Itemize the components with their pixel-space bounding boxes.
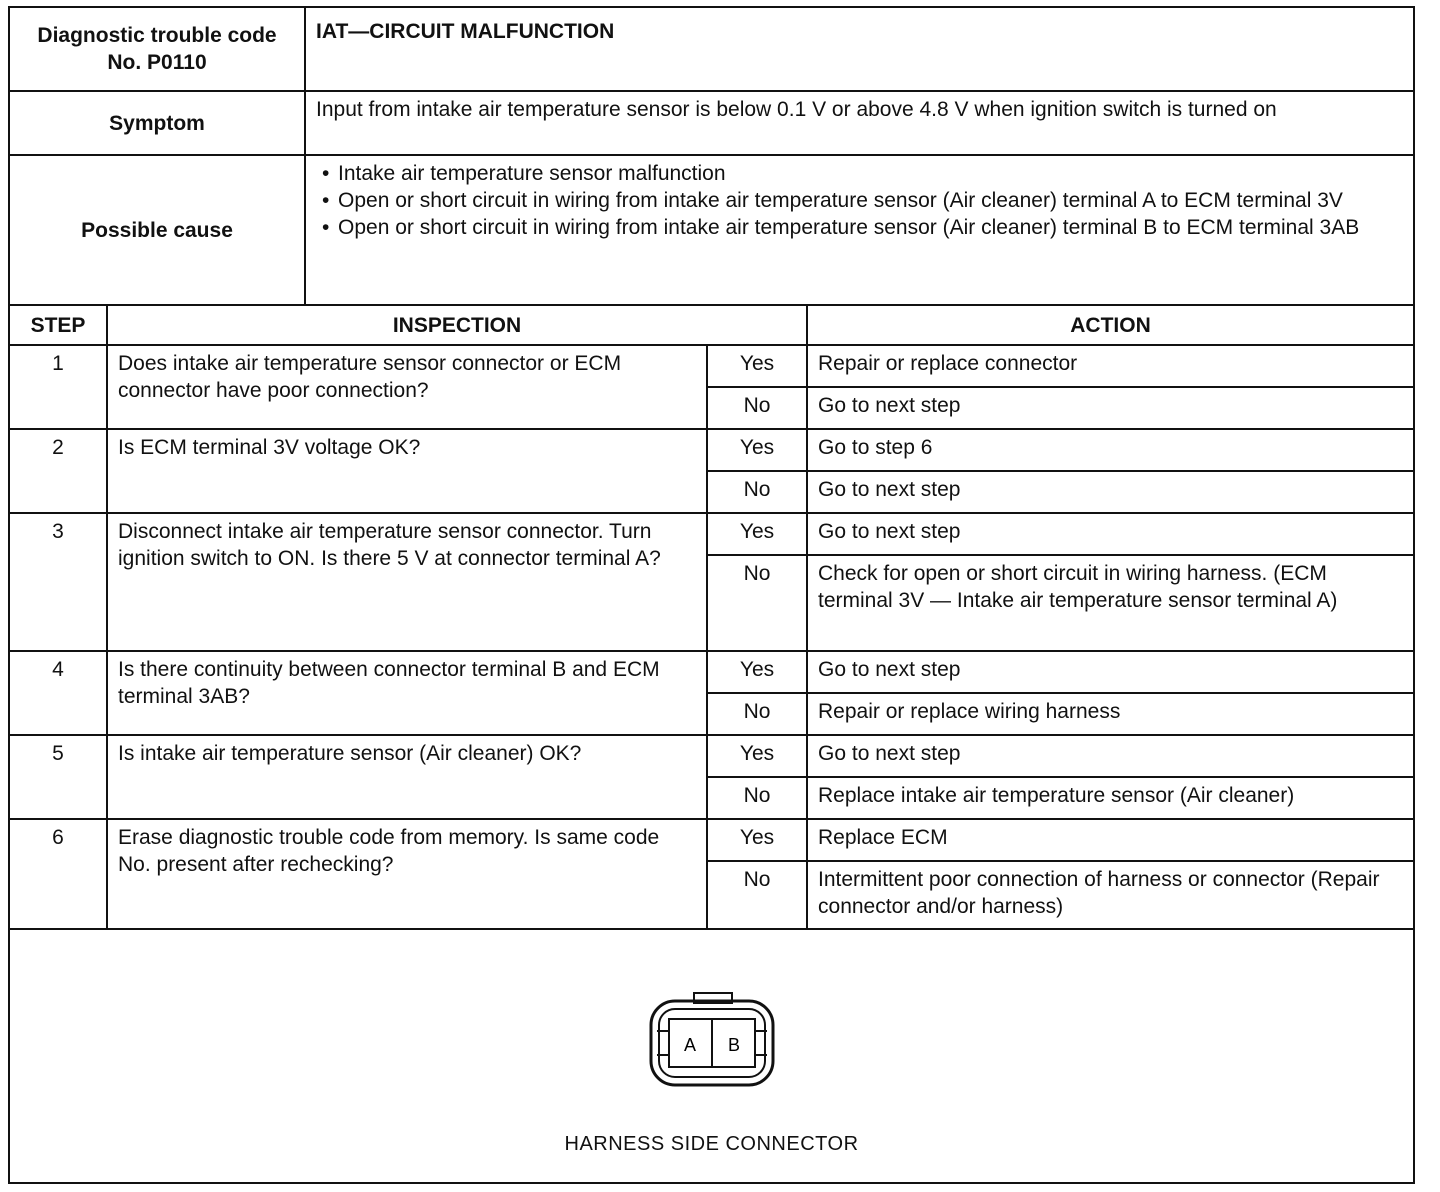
yes-action: Repair or replace connector	[807, 345, 1414, 387]
diagnostic-table	[8, 6, 1415, 1184]
column-header-step: STEP	[9, 305, 107, 345]
no-label: No	[707, 555, 807, 651]
step-number: 4	[9, 651, 107, 735]
table-row	[9, 345, 1414, 387]
terminal-b-label: B	[727, 1035, 740, 1055]
cause-item: • Intake air temperature sensor malfunction	[338, 160, 1403, 187]
symptom-row	[9, 91, 1414, 155]
yes-action: Replace ECM	[807, 819, 1414, 861]
table-row	[9, 429, 1414, 471]
dtc-label: Diagnostic trouble code No. P0110	[9, 7, 305, 91]
step-number: 3	[9, 513, 107, 651]
no-label: No	[707, 693, 807, 735]
step-number: 5	[9, 735, 107, 819]
table-row	[9, 735, 1414, 777]
no-action: Check for open or short circuit in wiring harness. (ECM terminal 3V — Intake air temperature sensor terminal A)	[807, 555, 1414, 651]
step-inspection: Disconnect intake air temperature sensor connector. Turn ignition switch to ON. Is there 5 V at connector terminal A?	[107, 513, 707, 651]
no-action: Go to next step	[807, 387, 1414, 429]
yes-label: Yes	[707, 513, 807, 555]
table-row	[9, 513, 1414, 555]
column-header-action: ACTION	[807, 305, 1414, 345]
yes-action: Go to next step	[807, 513, 1414, 555]
no-action: Repair or replace wiring harness	[807, 693, 1414, 735]
dtc-row	[9, 7, 1414, 91]
yes-action: Go to next step	[807, 735, 1414, 777]
step-inspection: Is intake air temperature sensor (Air cleaner) OK?	[107, 735, 707, 819]
possible-cause-row	[9, 155, 1414, 305]
yes-action: Go to step 6	[807, 429, 1414, 471]
step-inspection: Does intake air temperature sensor connector or ECM connector have poor connection?	[107, 345, 707, 429]
no-action: Intermittent poor connection of harness or connector (Repair connector and/or harness)	[807, 861, 1414, 929]
yes-action: Go to next step	[807, 651, 1414, 693]
no-label: No	[707, 861, 807, 929]
figure-row	[9, 929, 1414, 1183]
yes-label: Yes	[707, 429, 807, 471]
cause-item: • Open or short circuit in wiring from intake air temperature sensor (Air cleaner) terminal B to ECM terminal 3AB	[338, 214, 1403, 241]
column-header-inspection: INSPECTION	[107, 305, 807, 345]
no-label: No	[707, 471, 807, 513]
possible-cause-list	[316, 160, 1403, 241]
step-number: 2	[9, 429, 107, 513]
symptom-label: Symptom	[9, 91, 305, 155]
step-number: 6	[9, 819, 107, 929]
no-label: No	[707, 777, 807, 819]
step-inspection: Is there continuity between connector terminal B and ECM terminal 3AB?	[107, 651, 707, 735]
symptom-text: Input from intake air temperature sensor is below 0.1 V or above 4.8 V when ignition switch is turned on	[305, 91, 1414, 155]
cause-item: • Open or short circuit in wiring from intake air temperature sensor (Air cleaner) terminal A to ECM terminal 3V	[338, 187, 1403, 214]
figure-cell	[9, 929, 1414, 1183]
table-row	[9, 651, 1414, 693]
step-inspection: Is ECM terminal 3V voltage OK?	[107, 429, 707, 513]
yes-label: Yes	[707, 819, 807, 861]
table-row	[9, 819, 1414, 861]
possible-cause-label: Possible cause	[9, 155, 305, 305]
no-label: No	[707, 387, 807, 429]
step-number: 1	[9, 345, 107, 429]
column-header-row	[9, 305, 1414, 345]
no-action: Go to next step	[807, 471, 1414, 513]
step-inspection: Erase diagnostic trouble code from memory. Is same code No. present after rechecking?	[107, 819, 707, 929]
yes-label: Yes	[707, 651, 807, 693]
possible-cause-list-cell	[305, 155, 1414, 305]
yes-label: Yes	[707, 735, 807, 777]
yes-label: Yes	[707, 345, 807, 387]
terminal-a-label: A	[683, 1035, 696, 1055]
figure-caption: HARNESS SIDE CONNECTOR	[564, 1133, 859, 1155]
harness-connector-illustration	[647, 991, 777, 1091]
dtc-title: IAT—CIRCUIT MALFUNCTION	[305, 7, 1414, 91]
no-action: Replace intake air temperature sensor (Air cleaner)	[807, 777, 1414, 819]
